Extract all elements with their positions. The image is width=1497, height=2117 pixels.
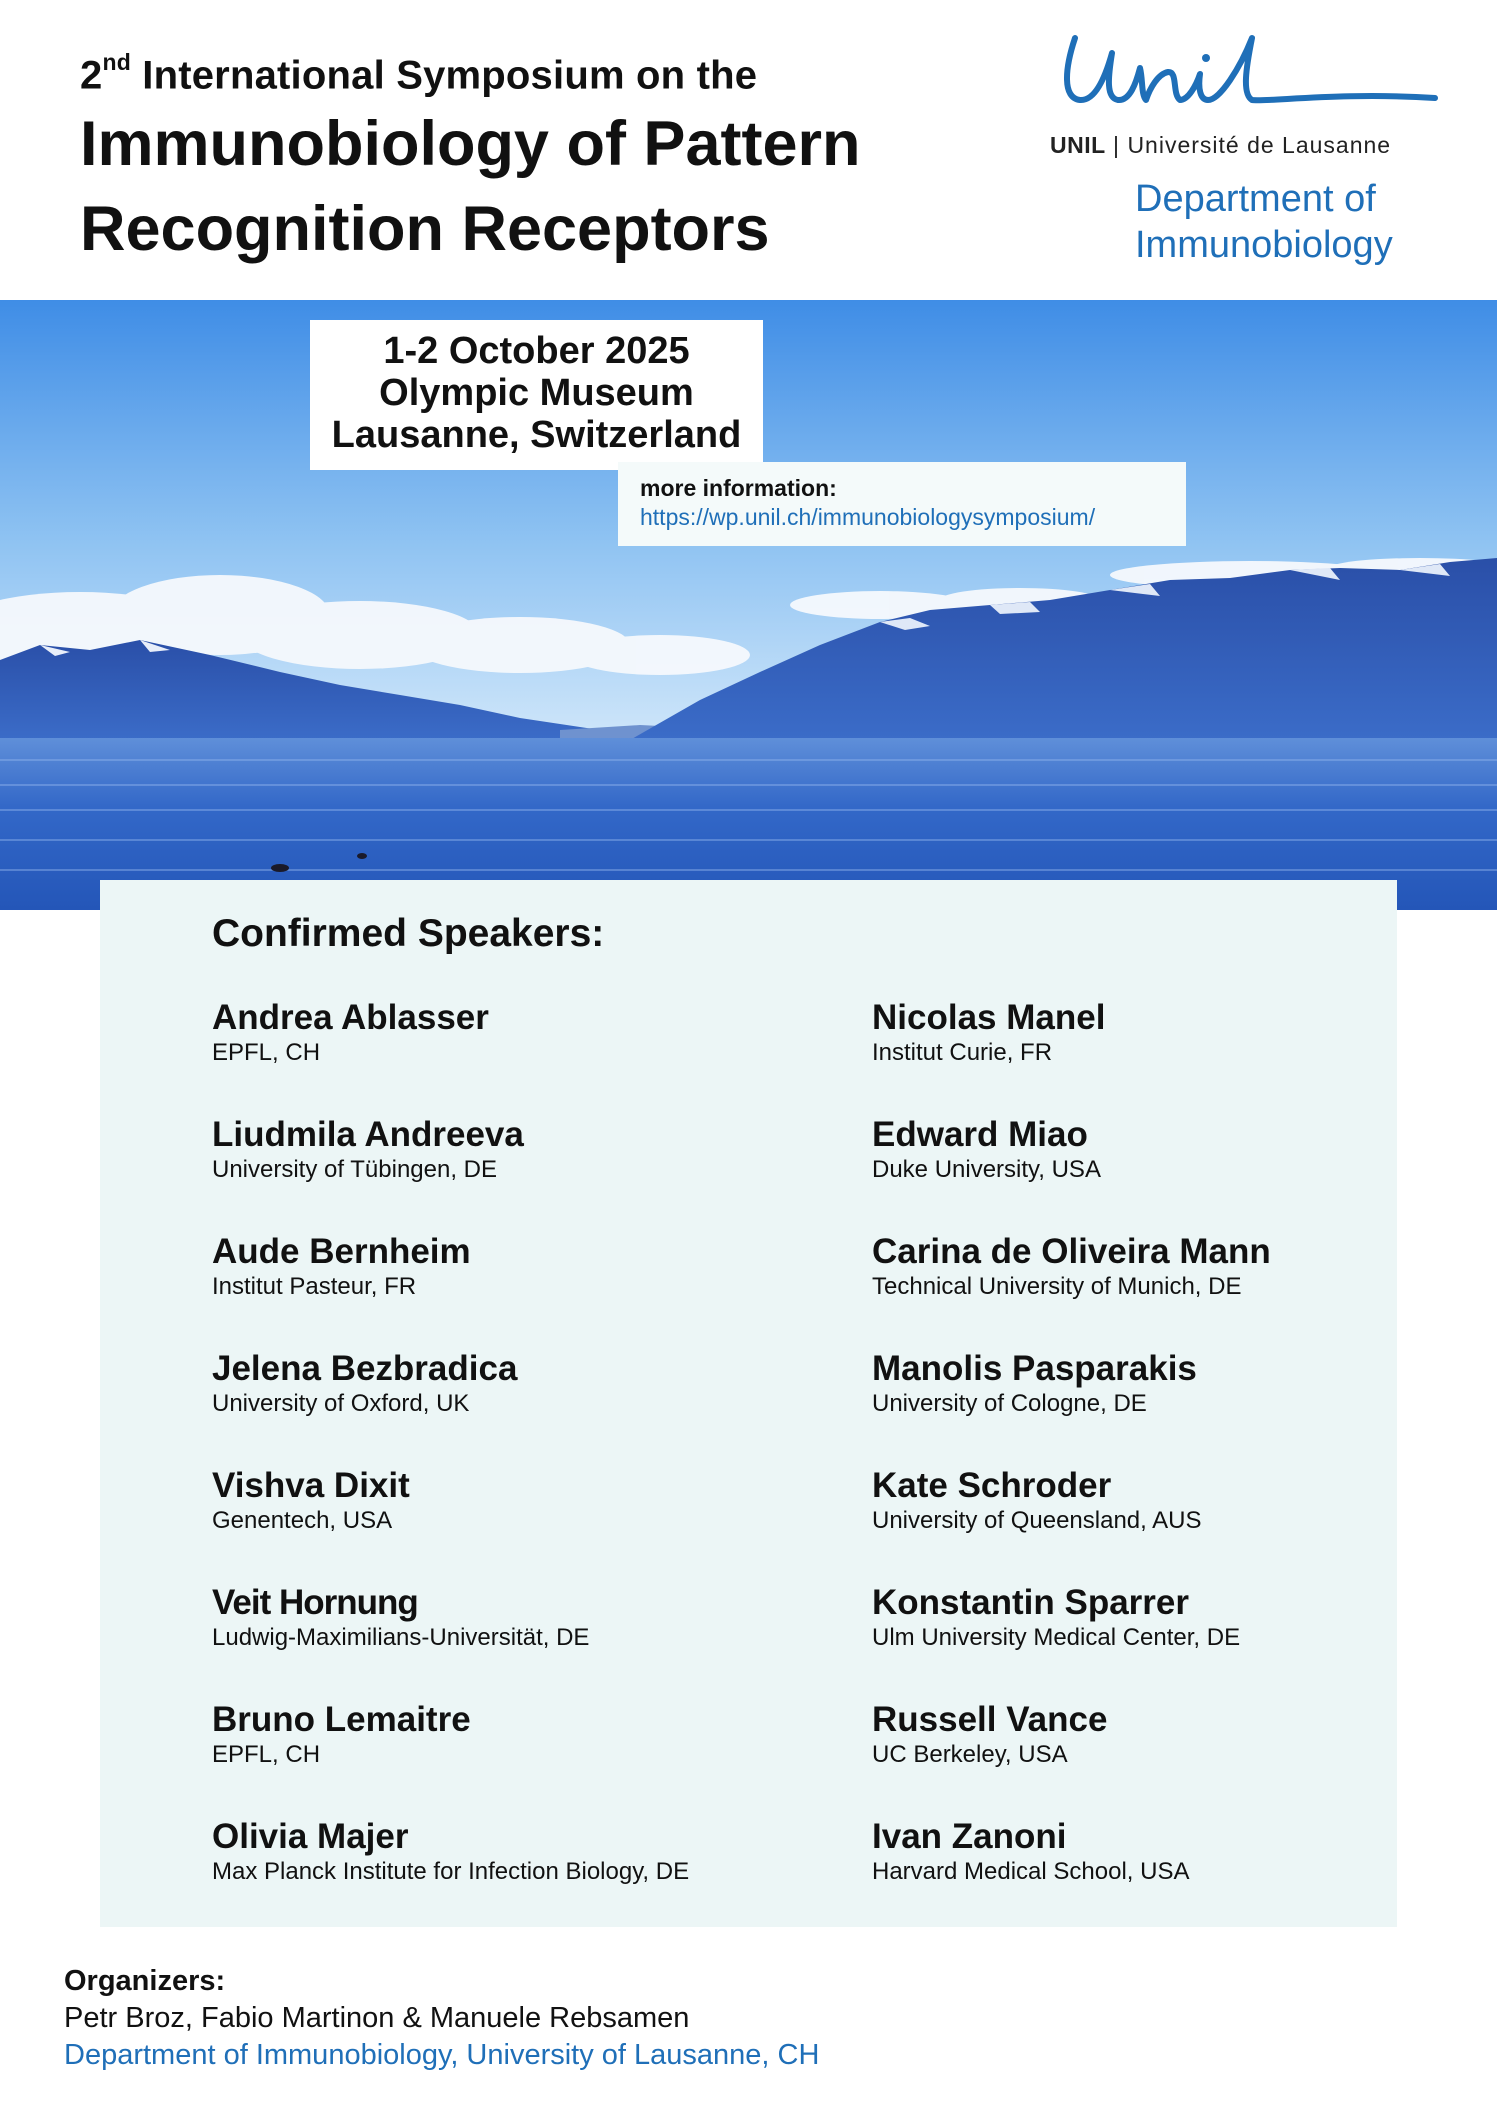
- department-line-1: Department of: [1135, 178, 1376, 220]
- speaker-name: Andrea Ablasser: [212, 998, 489, 1037]
- speaker-entry: [212, 1817, 772, 1887]
- title-ordinal: 2: [80, 53, 103, 98]
- speaker-entry: [212, 1349, 772, 1419]
- university-full-name: Université de Lausanne: [1127, 132, 1392, 158]
- more-info-box: [618, 462, 1186, 546]
- speaker-entry: [212, 1700, 772, 1770]
- organizers-section: [64, 1963, 819, 2074]
- speaker-entry: [872, 998, 1432, 1068]
- speaker-affiliation: Institut Curie, FR: [872, 1039, 1053, 1066]
- speaker-entry: [872, 1232, 1432, 1302]
- speaker-name: Olivia Majer: [212, 1817, 409, 1856]
- speaker-affiliation: Genentech, USA: [212, 1507, 393, 1534]
- speaker-affiliation: UC Berkeley, USA: [872, 1741, 1068, 1768]
- speaker-name: Jelena Bezbradica: [212, 1349, 518, 1388]
- speaker-affiliation: Harvard Medical School, USA: [872, 1858, 1190, 1885]
- university-name: [1050, 132, 1391, 159]
- speaker-entry: [212, 1583, 772, 1653]
- speaker-name: Vishva Dixit: [212, 1466, 410, 1505]
- title-line-1-text: International Symposium on the: [130, 53, 758, 98]
- more-info-label: more information:: [640, 475, 837, 501]
- speaker-affiliation: Technical University of Munich, DE: [872, 1273, 1242, 1300]
- speaker-affiliation: Ludwig-Maximilians-Universität, DE: [212, 1624, 590, 1651]
- event-venue: Olympic Museum: [379, 372, 694, 414]
- unil-script-logo-icon: [1040, 28, 1460, 128]
- speaker-entry: [212, 1115, 772, 1185]
- speaker-affiliation: Duke University, USA: [872, 1156, 1101, 1183]
- speaker-entry: [872, 1466, 1432, 1536]
- speaker-affiliation: Max Planck Institute for Infection Biology, DE: [212, 1858, 690, 1885]
- event-date: 1-2 October 2025: [383, 330, 690, 372]
- speaker-affiliation: EPFL, CH: [212, 1741, 321, 1768]
- speaker-name: Kate Schroder: [872, 1466, 1112, 1505]
- event-city: Lausanne, Switzerland: [331, 414, 742, 456]
- more-info-link[interactable]: https://wp.unil.ch/immunobiologysymposium/: [640, 504, 1096, 530]
- speakers-heading: Confirmed Speakers:: [212, 912, 605, 955]
- speaker-entry: [872, 1115, 1432, 1185]
- title-ordinal-suffix: nd: [102, 49, 131, 75]
- speaker-entry: [872, 1817, 1432, 1887]
- speaker-name: Ivan Zanoni: [872, 1817, 1067, 1856]
- speaker-name: Russell Vance: [872, 1700, 1108, 1739]
- speaker-affiliation: University of Oxford, UK: [212, 1390, 470, 1417]
- speaker-affiliation: University of Queensland, AUS: [872, 1507, 1202, 1534]
- speaker-name: Bruno Lemaitre: [212, 1700, 471, 1739]
- speakers-panel: [100, 880, 1397, 1927]
- speaker-name: Aude Bernheim: [212, 1232, 471, 1271]
- organizers-department: Department of Immunobiology, University of Lausanne, CH: [64, 2039, 820, 2071]
- speaker-entry: [872, 1700, 1432, 1770]
- department-name: [1135, 176, 1393, 268]
- title-line-1: [80, 40, 980, 101]
- speaker-name: Edward Miao: [872, 1115, 1088, 1154]
- logo-separator: |: [1105, 132, 1128, 158]
- speaker-affiliation: Institut Pasteur, FR: [212, 1273, 417, 1300]
- title-line-2: Immunobiology of Pattern: [80, 109, 861, 180]
- speaker-name: Veit Hornung: [212, 1583, 418, 1622]
- speaker-entry: [872, 1583, 1432, 1653]
- speaker-affiliation: University of Cologne, DE: [872, 1390, 1147, 1417]
- symposium-title: [80, 40, 980, 271]
- speaker-entry: [212, 1232, 772, 1302]
- speaker-name: Carina de Oliveira Mann: [872, 1232, 1271, 1271]
- speaker-name: Liudmila Andreeva: [212, 1115, 524, 1154]
- speaker-entry: [212, 1466, 772, 1536]
- organizers-label: Organizers:: [64, 1965, 226, 1997]
- speaker-affiliation: Ulm University Medical Center, DE: [872, 1624, 1241, 1651]
- speaker-name: Konstantin Sparrer: [872, 1583, 1189, 1622]
- event-details-box: [310, 320, 763, 470]
- department-line-2: Immunobiology: [1135, 224, 1393, 266]
- title-line-3: Recognition Receptors: [80, 194, 770, 265]
- speaker-name: Nicolas Manel: [872, 998, 1106, 1037]
- university-abbr: UNIL: [1050, 132, 1106, 158]
- speaker-entry: [212, 998, 772, 1068]
- speaker-affiliation: EPFL, CH: [212, 1039, 321, 1066]
- speaker-name: Manolis Pasparakis: [872, 1349, 1197, 1388]
- organizers-names: Petr Broz, Fabio Martinon & Manuele Rebsamen: [64, 2002, 690, 2034]
- speaker-affiliation: University of Tübingen, DE: [212, 1156, 498, 1183]
- speaker-entry: [872, 1349, 1432, 1419]
- unil-logo: [1040, 28, 1460, 266]
